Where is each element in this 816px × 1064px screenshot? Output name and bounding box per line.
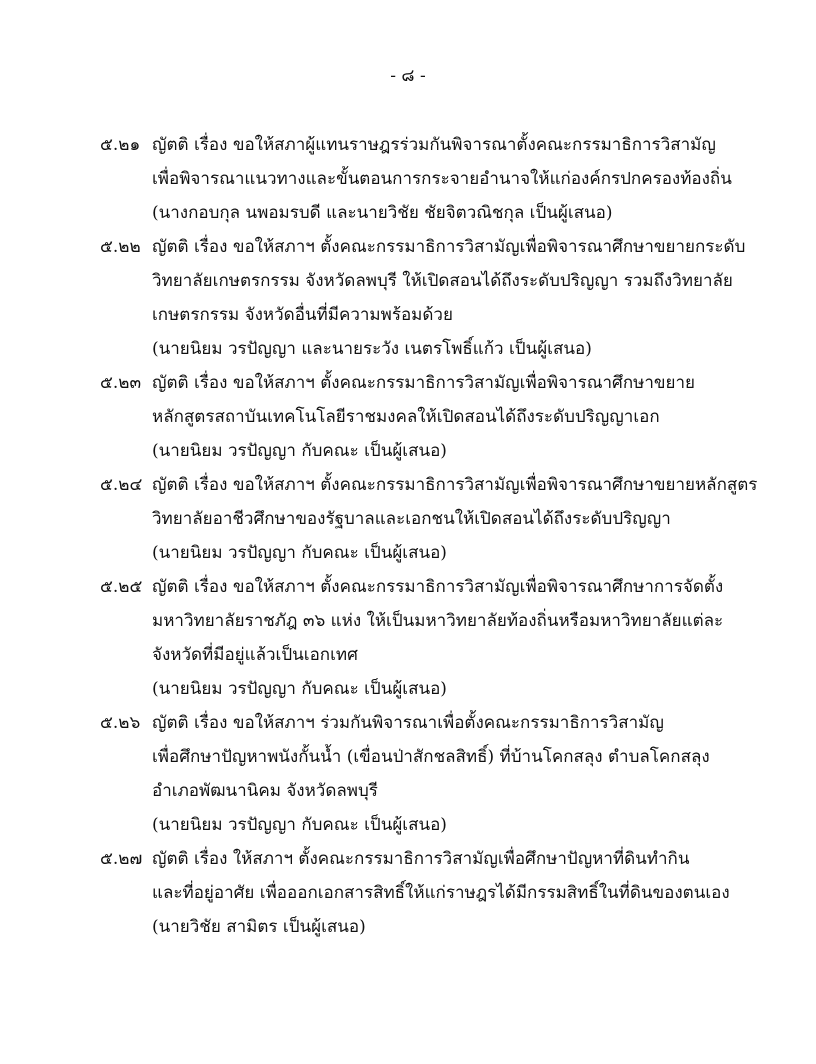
motion-item (100, 468, 758, 570)
motion-item (100, 570, 740, 706)
motion-line: ญัตติ เรื่อง ขอให้สภาฯ ตั้งคณะกรรมาธิการวิสามัญเพื่อพิจารณาศึกษาขยายหลักสูตร (152, 475, 758, 495)
motion-line: เพื่อพิจารณาแนวทางและขั้นตอนการกระจายอำนาจให้แก่องค์กรปกครองท้องถิ่น (152, 169, 732, 189)
motion-line: ญัตติ เรื่อง ขอให้สภาผู้แทนราษฎรร่วมกันพิจารณาตั้งคณะกรรมาธิการวิสามัญ (152, 135, 716, 155)
motion-proposer: (นายนิยม วรปัญญา กับคณะ เป็นผู้เสนอ) (152, 679, 447, 699)
motion-line: อำเภอพัฒนานิคม จังหวัดลพบุรี (152, 781, 378, 801)
motion-number: ๕.๒๗ (100, 849, 143, 869)
motion-line: วิทยาลัยอาชีวศึกษาของรัฐบาลและเอกชนให้เปิดสอนได้ถึงระดับปริญญา (152, 509, 671, 529)
motion-list (100, 128, 758, 944)
motion-line: เพื่อศึกษาปัญหาพนังกั้นน้ำ (เขื่อนป่าสักชลสิทธิ์) ที่บ้านโคกสลุง ตำบลโคกสลุง (152, 747, 710, 767)
motion-line: ญัตติ เรื่อง ให้สภาฯ ตั้งคณะกรรมาธิการวิสามัญเพื่อศึกษาปัญหาที่ดินทำกิน (152, 849, 690, 869)
motion-number: ๕.๒๒ (100, 237, 141, 257)
motion-number: ๕.๒๖ (100, 713, 141, 733)
motion-number: ๕.๒๕ (100, 577, 143, 597)
motion-item (100, 366, 740, 468)
motion-proposer: (นายนิยม วรปัญญา กับคณะ เป็นผู้เสนอ) (152, 543, 447, 563)
motion-number: ๕.๒๑ (100, 135, 141, 155)
motion-item (100, 230, 746, 366)
motion-number: ๕.๒๔ (100, 475, 143, 495)
motion-line: และที่อยู่อาศัย เพื่อออกเอกสารสิทธิ์ให้แก่ราษฎรได้มีกรรมสิทธิ์ในที่ดินของตนเอง (152, 883, 730, 903)
motion-item (100, 128, 740, 230)
motion-line: วิทยาลัยเกษตรกรรม จังหวัดลพบุรี ให้เปิดสอนได้ถึงระดับปริญญา รวมถึงวิทยาลัย (152, 271, 733, 291)
motion-item (100, 842, 740, 944)
motion-proposer: (นายนิยม วรปัญญา กับคณะ เป็นผู้เสนอ) (152, 815, 447, 835)
motion-line: จังหวัดที่มีอยู่แล้วเป็นเอกเทศ (152, 645, 358, 665)
motion-line: ญัตติ เรื่อง ขอให้สภาฯ ร่วมกันพิจารณาเพื่อตั้งคณะกรรมาธิการวิสามัญ (152, 713, 664, 733)
page-number: - ๘ - (390, 66, 426, 86)
motion-line: เกษตรกรรม จังหวัดอื่นที่มีความพร้อมด้วย (152, 305, 453, 325)
motion-line: ญัตติ เรื่อง ขอให้สภาฯ ตั้งคณะกรรมาธิการวิสามัญเพื่อพิจารณาศึกษาขยาย (152, 373, 695, 393)
motion-line: มหาวิทยาลัยราชภัฎ ๓๖ แห่ง ให้เป็นมหาวิทยาลัยท้องถิ่นหรือมหาวิทยาลัยแต่ละ (152, 611, 724, 631)
motion-line: ญัตติ เรื่อง ขอให้สภาฯ ตั้งคณะกรรมาธิการวิสามัญเพื่อพิจารณาศึกษาขยายกระดับ (152, 237, 746, 257)
motion-proposer: (นายนิยม วรปัญญา กับคณะ เป็นผู้เสนอ) (152, 441, 447, 461)
motion-proposer: (นายนิยม วรปัญญา และนายระวัง เนตรโพธิ์แก้ว เป็นผู้เสนอ) (152, 339, 592, 359)
motion-line: หลักสูตรสถาบันเทคโนโลยีราชมงคลให้เปิดสอนได้ถึงระดับปริญญาเอก (152, 407, 660, 427)
motion-number: ๕.๒๓ (100, 373, 142, 393)
motion-proposer: (นายวิชัย สามิตร เป็นผู้เสนอ) (152, 917, 366, 937)
motion-proposer: (นางกอบกุล นพอมรบดี และนายวิชัย ชัยจิตวณิชกุล เป็นผู้เสนอ) (152, 203, 613, 223)
motion-line: ญัตติ เรื่อง ขอให้สภาฯ ตั้งคณะกรรมาธิการวิสามัญเพื่อพิจารณาศึกษาการจัดตั้ง (152, 577, 724, 597)
motion-item (100, 706, 740, 842)
